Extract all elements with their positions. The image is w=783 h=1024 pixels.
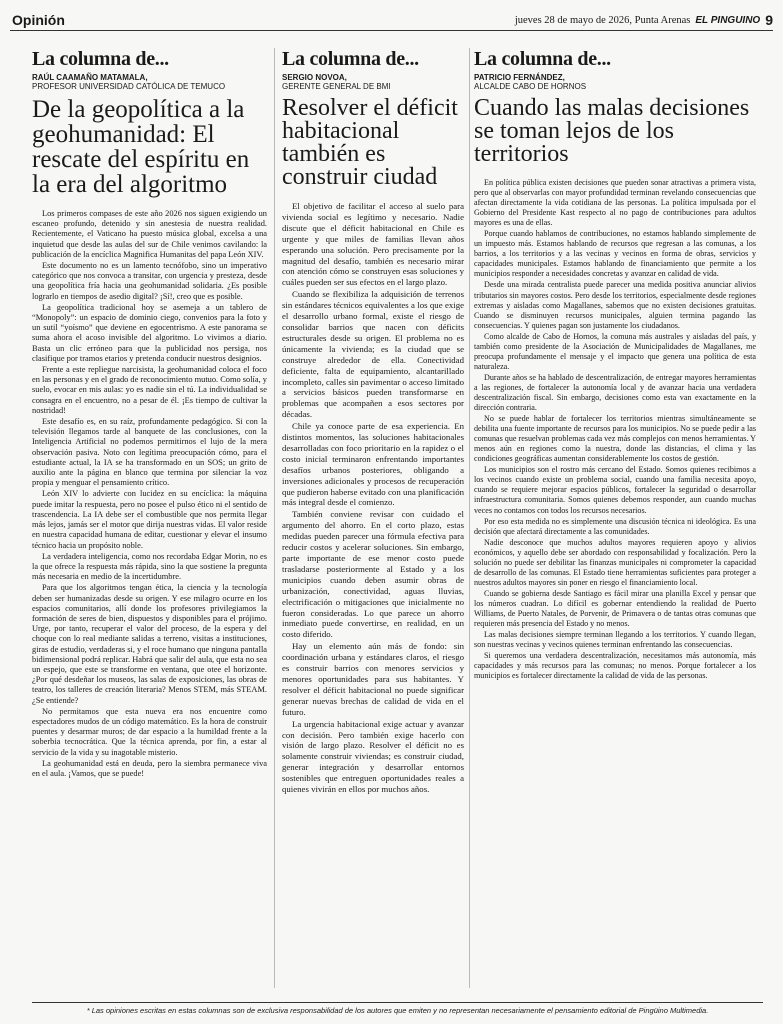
column-body [474,178,756,681]
paragraph: Los municipios son el rostro más cercano del Estado. Somos quienes recibimos a los vecinos cuando existe un problema social, cuando una familia necesita apoyo, cuando se requiere mejorar espacios públicos, fortalecer la seguridad o desarrollar infraestructura comunitaria. Somos quienes debemos responder, aun cuando muchas veces no contamos con todos los recursos necesarios. [474,465,756,515]
section-title: Opinión [12,12,65,28]
column-role: ALCALDE CABO DE HORNOS [474,82,587,91]
paragraph: No se puede hablar de fortalecer los territorios mientras simultáneamente se debilita una fuente importante de recursos para los municipios. No se puede pedir a las comunas que resuelvan problemas cada vez más complejos con menos herramientas. Y menos aún en regiones como la nuestra, donde las distancias, el clima y las condiciones geográficas aumentan considerablemente los costos de gestión. [474,414,756,464]
page-header [10,8,773,38]
paragraph: León XIV lo advierte con lucidez en su encíclica: la máquina puede imitar la respuesta, pero no posee el pulso ético ni el sentido de trascendencia. La IA debe ser el combustible que nos permita llegar más lejos, jamás ser el motor que dirija nuestras vidas. El valor reside en nuestra capacidad humana de editar, cuestionar y elevar el insumo técnico hacia un propósito noble. [32,489,267,550]
header-rule [10,30,773,31]
column-divider [274,48,275,988]
paragraph: Si queremos una verdadera descentralización, necesitamos más autonomía, más capacidades y más recursos para las comunas; no menos. Porque fortalecer a los municipios es fortalecer directamente la calidad de vida de las personas. [474,651,756,681]
paragraph: En política pública existen decisiones que pueden sonar atractivas a primera vista, pero que al observarlas con mayor profundidad terminan revelando consecuencias que afectan directamente la vida cotidiana de las personas. La política impulsada por el Gobierno del Presidente Kast respecto al no pago de contribuciones para adultos mayores es una de ellas. [474,178,756,228]
column-author: RAÚL CAAMAÑO MATAMALA, [32,73,148,82]
paragraph: Porque cuando hablamos de contribuciones, no estamos hablando simplemente de un impuesto más. Estamos hablando de recursos que regresan a las comunas, a los barrios, a los territorios y a las vecinas y vecinos en forma de obras, servicios y capacidades municipales. Estamos hablando de financiamiento que permite a los municipios responder a necesidades concretas y avanzar en calidad de vida. [474,229,756,279]
column-kicker: La columna de... [474,48,611,70]
dateline-group [515,12,773,28]
column-divider [469,48,470,988]
paragraph: Desde una mirada centralista puede parecer una medida positiva anunciar alivios tributarios sin mayores costos. Pero desde los territorios, especialmente desde regiones extremas y aisladas como Magallanes, sabemos que no existen decisiones gratuitas. Cuando se disminuyen recursos municipales, alguien termina pagando las consecuencias. Y quienes pagan son justamente los ciudadanos. [474,280,756,330]
paragraph: La geopolítica tradicional hoy se asemeja a un tablero de “Monopoly”: un espacio de dominio ciego, convenios para la foto y un sutil “yoísmo” que deviene en egocentrismo. A este panorama se suma ahora el acoso invisible del algoritmo. Lo vivimos a diario. Basta un clic erróneo para que la publicidad nos persiga, nos clasifique por tramos etarios y pretenda conducir nuestros designios. [32,302,267,363]
column-author: SERGIO NOVOA, [282,73,347,82]
paragraph: No permitamos que esta nueva era nos encuentre como espectadores mudos de un código matemático. Es la hora de construir puentes y desarmar muros; de dar espacio a la humildad frente a la soberbia tecnocrática. Que la técnica aprenda, por fin, a estar al servicio de la vida y su inagotable misterio. [32,706,267,757]
paragraph: Chile ya conoce parte de esa experiencia. En distintos momentos, las soluciones habitacionales desarrolladas con foco prioritario en la rapidez o el costo inicial terminaron enfrentando importantes desafíos urbanos posteriores, obligando a inversiones adicionales y procesos de recuperación que pudieron haberse evitado con una planificación más integral desde el comienzo. [282,421,464,508]
paragraph: El objetivo de facilitar el acceso al suelo para vivienda social es legítimo y necesario. Nadie discute que el déficit habitacional en Chile es urgente y que miles de familias llevan años esperando una solución. Pero precisamente por la magnitud del desafío, también es necesario mirar con atención cómo se construyen esas soluciones y cuáles pueden ser sus efectos en el largo plazo. [282,201,464,288]
column-author: PATRICIO FERNÁNDEZ, [474,73,565,82]
column-headline: Cuando las malas decisiones se toman lejos de los territorios [474,95,750,167]
paragraph: Hay un elemento aún más de fondo: sin coordinación urbana y estándares claros, el riesgo es construir barrios con menores servicios y menores oportunidades para sus habitantes. Y resolver el déficit habitacional no puede significar generar nuevas brechas de calidad de vida en el futuro. [282,641,464,717]
paragraph: Durante años se ha hablado de descentralización, de entregar mayores herramientas a las regiones, de fortalecer la autonomía local y de avanzar hacia una verdadera descentralización fiscal. Sin embargo, decisiones como esta van exactamente en la dirección contraria. [474,372,756,413]
paragraph: Cuando se flexibiliza la adquisición de terrenos sin estándares técnicos equivalentes a los que exige el desarrollo urbano formal, existe el riesgo de consolidar barrios que nacen con déficits estructurales desde su origen. El problema no es únicamente la vivienda; es la ciudad que se construye alrededor de ella. Conectividad deficiente, falta de equipamiento, alcantarillado incompleto, calles sin pavimentar o acceso limitado a servicios básicos pueden transformarse en problemas que acompañen a esos sectores por décadas. [282,289,464,420]
column-body [32,209,267,779]
page-number: 9 [765,12,773,28]
paragraph: Este desafío es, en su raíz, profundamente pedagógico. Si con la televisión llegamos tarde al banquete de las conclusiones, con la Inteligencia Artificial no podemos permitirnos el lujo de la mera observación pasiva. Noto con legítima preocupación cómo, para el estudiante actual, la IA se ha transformado en un SOS; un grito de auxilio ante la página en blanco que termina por silenciar la voz propia y menguar el pensamiento crítico. [32,417,267,488]
paragraph: Las malas decisiones siempre terminan llegando a los territorios. Y cuando llegan, son nuestras vecinas y vecinos quienes terminan enfrentando las consecuencias. [474,630,756,650]
paragraph: La verdadera inteligencia, como nos recordaba Edgar Morin, no es la que ofrece la respuesta más rápida, sino la que sostiene la pregunta más necesaria en medio de la incertidumbre. [32,551,267,582]
footer-disclaimer: * Las opiniones escritas en estas columnas son de exclusiva responsabilidad de los autores que emiten y no representan necesariamente el pensamiento editorial de Pingüino Multimedia. [32,1002,763,1015]
paragraph: La urgencia habitacional exige actuar y avanzar con decisión. Pero también exige hacerlo con visión de largo plazo. Resolver el déficit no es solamente construir viviendas; es construir ciudad, generar integración y desarrollar entornos sostenibles que entreguen oportunidades reales a quienes vivirán en ellos por muchos años. [282,718,464,795]
column-role: GERENTE GENERAL DE BMI [282,82,391,91]
column-body [282,201,464,795]
paragraph: Como alcalde de Cabo de Hornos, la comuna más australes y aisladas del país, y también como presidente de la Asociación de Municipalidades de Magallanes, me preocupa profundamente el mensaje y el impacto que genera una política de esta naturaleza. [474,331,756,371]
column-kicker: La columna de... [282,48,419,70]
paragraph: Nadie desconoce que muchos adultos mayores requieren apoyo y alivios económicos, y aquello debe ser abordado con responsabilidad y focalización. Pero la solución no puede ser debilitar las finanzas municipales ni comprometer la capacidad de desarrollo de las comunas. El Estado tiene herramientas suficientes para proteger a nuestros adultos mayores sin poner en riesgo el financiamiento local. [474,537,756,587]
paragraph: Cuando se gobierna desde Santiago es fácil mirar una planilla Excel y pensar que los números cuadran. Lo difícil es gobernar entendiendo la realidad de Puerto Williams, de Puerto Natales, de Porvenir, de Primavera o de tantas otras comunas que requieren más presencia del Estado y no menos. [474,588,756,629]
paragraph: La geohumanidad está en deuda, pero la siembra permanece viva en el aula. ¡Vamos, que se puede! [32,758,267,778]
column-headline: De la geopolítica a la geohumanidad: El rescate del espíritu en la era del algoritmo [32,96,250,198]
column-role: PROFESOR UNIVERSIDAD CATÓLICA DE TEMUCO [32,82,226,91]
column-kicker: La columna de... [32,48,169,70]
paragraph: Este documento no es un lamento tecnófobo, sino un imperativo categórico que nos convoca a transitar, con urgencia y presteza, desde una geopolítica fría hacia una geohumanidad solidaria. ¿Es posible lograrlo en tiempos de asedio digital? ¡Sí!, creo que es posible. [32,261,267,301]
brand-logo: EL PINGUINO [695,14,761,26]
dateline: jueves 28 de mayo de 2026, Punta Arenas [514,14,691,26]
paragraph: Por eso esta medida no es simplemente una discusión técnica ni ideológica. Es una decisión que afectará directamente a las comunidades. [474,516,756,536]
column-headline: Resolver el déficit habitacional también es construir ciudad [282,95,458,190]
column-3 [474,48,756,996]
column-1 [32,48,267,996]
paragraph: Frente a este repliegue narcisista, la geohumanidad coloca el foco en las personas y en el grado de reconocimiento mutuo. Como solía, y suelo, evocar en mis aulas: yo es nadie sin el tú. La individualidad se consagra en el encuentro, no a pesar de él. ¡Es tiempo de cultivar la nostridad! [32,365,267,415]
paragraph: Para que los algoritmos tengan ética, la ciencia y la tecnología deben ser humanizadas desde su origen. Y ese milagro ocurre en los espacios comunitarios, allí donde los profesores privilegiamos la formación de seres de bien, dispuestos y disponibles para el prójimo. Urge, por tanto, recuperar el valor del proceso, de la espera y del choque con lo real mediante salidas a terreno, visitas a instituciones, giras de estudio, verdaderas si, y el roce humano que ninguna pantalla bidimensional podrá replicar. Habrá que salir del aula, que esta no sea un espejo, que este se transforme en ventana, que otee el horizonte. ¿Por qué desdeñar los museos, las salas de exposiciones, las obras de teatro, los talleres de creación literaria? Menos STEM, más STEAM. ¿Se entiende? [32,583,267,705]
column-2 [282,48,464,996]
paragraph: También conviene revisar con cuidado el argumento del ahorro. En el corto plazo, estas medidas pueden parecer una fórmula efectiva para reducir costos y acelerar soluciones. Sin embargo, parte importante de ese menor costo puede trasladarse posteriormente al Estado y a los municipios cuando deben asumir obras de urbanización, conectividad, aguas lluvias, electrificación o mitigaciones que inicialmente no fueron consideradas. Lo que parece un ahorro inmediato puede convertirse, en realidad, en un costo diferido. [282,509,464,640]
paragraph: Los primeros compases de este año 2026 nos siguen exigiendo un escaneo profundo, detenido y sin anestesia de nuestra realidad. Recientemente, el Vaticano ha puesto música global, excelsa a una inquietud que desde las aulas del sur de Chile venimos cavilando: la publicación de la encíclica Magnifica Humanitas del papa León XIV. [32,209,267,259]
